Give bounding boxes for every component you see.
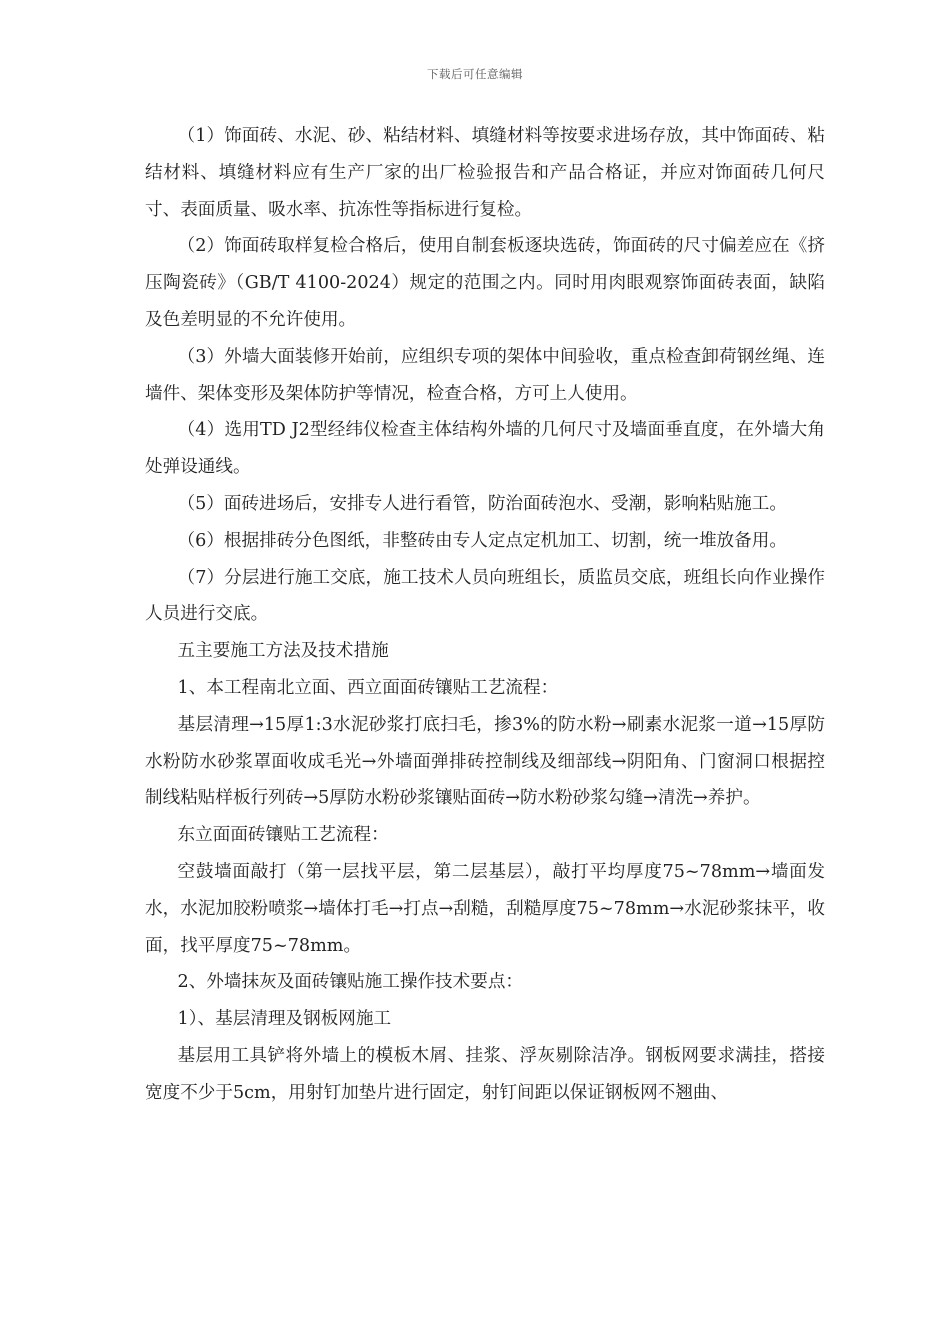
subsection-heading-2: 2、外墙抹灰及面砖镶贴施工操作技术要点： bbox=[177, 972, 524, 993]
paragraph-1: （1）饰面砖、水泥、砂、粘结材料、填缝材料等按要求进场存放，其中饰面砖、粘结材料、填缝材料应有生产厂家的出厂检验报告和产品合格证，并应对饰面砖几何尺寸、表面质量、吸水率、抗冻性等指标进行复检。 bbox=[145, 126, 825, 220]
paragraph-5: （5）面砖进场后，安排专人进行看管，防治面砖泡水、受潮，影响粘贴施工。 bbox=[177, 493, 787, 514]
page-header: 下载后可任意编辑 bbox=[427, 67, 523, 81]
paragraph-3: （3）外墙大面装修开始前，应组织专项的架体中间验收，重点检查卸荷钢丝绳、连墙件、架体变形及架体防护等情况，检查合格，方可上人使用。 bbox=[145, 346, 825, 404]
paragraph-2: （2）饰面砖取样复检合格后，使用自制套板逐块选砖，饰面砖的尺寸偏差应在《挤压陶瓷砖》（GB/T 4100-2024）规定的范围之内。同时用肉眼观察饰面砖表面，缺陷及色差明显的不允许使用。 bbox=[145, 236, 825, 330]
process-flow-1: 基层清理→15厚1:3水泥砂浆打底扫毛，掺3%的防水粉→刷素水泥浆一道→15厚防水粉防水砂浆罩面收成毛光→外墙面弹排砖控制线及细部线→阴阳角、门窗洞口根据控制线粘贴样板行列砖→5厚防水粉砂浆镶贴面砖→防水粉砂浆勾缝→清洗→养护。 bbox=[145, 714, 825, 809]
paragraph-base-cleaning: 基层用工具铲将外墙上的模板木屑、挂浆、浮灰剔除洁净。钢板网要求满挂，搭接宽度不少于5cm，用射钉加垫片进行固定，射钉间距以保证钢板网不翘曲、 bbox=[145, 1045, 825, 1103]
section-heading: 五主要施工方法及技术措施 bbox=[177, 641, 389, 662]
process-flow-2: 空鼓墙面敲打（第一层找平层，第二层基层），敲打平均厚度75~78mm→墙面发水，水泥加胶粉喷浆→墙体打毛→打点→刮糙，刮糙厚度75~78mm→水泥砂浆抹平，收面，找平厚度75~78mm。 bbox=[145, 861, 825, 956]
subsection-heading-east: 东立面面砖镶贴工艺流程： bbox=[177, 825, 389, 846]
subsection-heading-1: 1、本工程南北立面、西立面面砖镶贴工艺流程： bbox=[177, 677, 559, 698]
document-body bbox=[145, 118, 825, 1112]
paragraph-7: （7）分层进行施工交底，施工技术人员向班组长，质监员交底，班组长向作业操作人员进行交底。 bbox=[145, 567, 825, 625]
subsection-heading-2-1: 1）、基层清理及钢板网施工 bbox=[177, 1009, 392, 1030]
paragraph-4: （4）选用TD J2型经纬仪检查主体结构外墙的几何尺寸及墙面垂直度，在外墙大角处弹设通线。 bbox=[145, 420, 825, 478]
paragraph-6: （6）根据排砖分色图纸，非整砖由专人定点定机加工、切割，统一堆放备用。 bbox=[177, 530, 787, 551]
